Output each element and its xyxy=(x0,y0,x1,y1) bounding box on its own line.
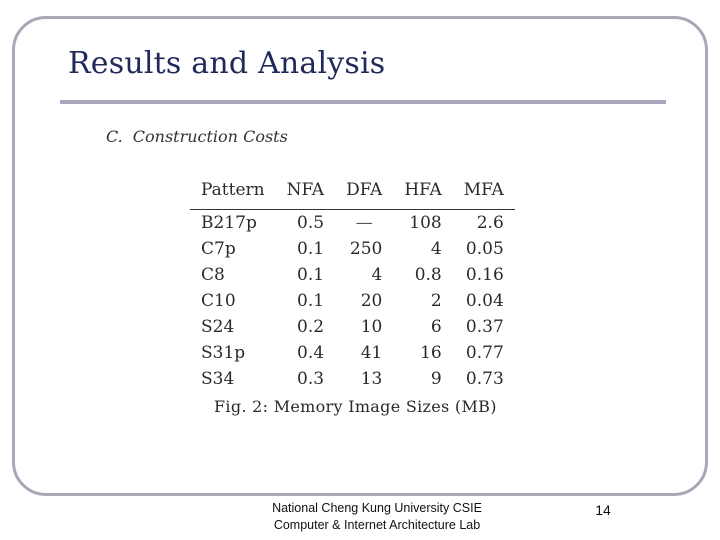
cell-nfa: 0.1 xyxy=(297,265,325,285)
cell-nfa: 0.1 xyxy=(297,291,325,311)
title-divider xyxy=(60,100,666,104)
cell-nfa: 0.5 xyxy=(297,213,325,233)
column-header-mfa: MFA xyxy=(453,177,515,210)
table-row xyxy=(190,210,515,237)
cell-dfa: 13 xyxy=(360,369,383,389)
cell-dfa: — xyxy=(355,213,373,233)
cell-mfa: 0.05 xyxy=(465,239,504,259)
cell-dfa: 250 xyxy=(349,239,383,259)
footer-institution xyxy=(232,500,522,534)
cell-pattern: S31p xyxy=(201,343,246,363)
cell-pattern: C7p xyxy=(201,239,236,259)
table-row xyxy=(190,340,515,366)
cell-pattern: B217p xyxy=(201,213,257,233)
footer-line-lab: Computer & Internet Architecture Lab xyxy=(273,518,481,532)
cell-hfa: 108 xyxy=(409,213,442,233)
cell-hfa: 16 xyxy=(420,343,442,363)
table-header-row xyxy=(190,177,515,210)
cell-nfa: 0.3 xyxy=(297,369,325,389)
section-letter: C. xyxy=(106,127,123,146)
cell-dfa: 10 xyxy=(360,317,383,337)
cell-dfa: 41 xyxy=(360,343,383,363)
column-header-pattern: Pattern xyxy=(190,177,276,210)
cell-pattern: S34 xyxy=(201,369,235,389)
column-header-nfa: NFA xyxy=(276,177,335,210)
table-row xyxy=(190,288,515,314)
cell-hfa: 0.8 xyxy=(414,265,442,285)
cell-dfa: 20 xyxy=(360,291,383,311)
cell-mfa: 0.37 xyxy=(465,317,504,337)
cell-hfa: 6 xyxy=(430,317,442,337)
cell-pattern: C8 xyxy=(201,265,225,285)
cell-hfa: 2 xyxy=(430,291,442,311)
section-title: Construction Costs xyxy=(132,127,288,146)
column-header-dfa: DFA xyxy=(335,177,393,210)
cell-nfa: 0.1 xyxy=(297,239,325,259)
table-row xyxy=(190,366,515,392)
column-header-hfa: HFA xyxy=(393,177,452,210)
cell-nfa: 0.2 xyxy=(297,317,325,337)
cell-mfa: 2.6 xyxy=(476,213,504,233)
cell-mfa: 0.04 xyxy=(465,291,504,311)
slide-title: Results and Analysis xyxy=(68,46,386,81)
cell-mfa: 0.73 xyxy=(465,369,504,389)
cell-dfa: 4 xyxy=(371,265,383,285)
memory-size-table xyxy=(190,177,515,392)
figure-caption: Fig. 2: Memory Image Sizes (MB) xyxy=(214,397,497,416)
footer-line-university: National Cheng Kung University CSIE xyxy=(272,501,482,515)
cell-pattern: C10 xyxy=(201,291,236,311)
page-number: 14 xyxy=(595,502,611,518)
cell-hfa: 4 xyxy=(430,239,442,259)
cell-hfa: 9 xyxy=(430,369,442,389)
cell-mfa: 0.16 xyxy=(465,265,504,285)
table-row xyxy=(190,262,515,288)
section-heading xyxy=(106,127,288,146)
table-row xyxy=(190,236,515,262)
cell-mfa: 0.77 xyxy=(465,343,504,363)
cell-pattern: S24 xyxy=(201,317,235,337)
cell-nfa: 0.4 xyxy=(297,343,325,363)
table-row xyxy=(190,314,515,340)
